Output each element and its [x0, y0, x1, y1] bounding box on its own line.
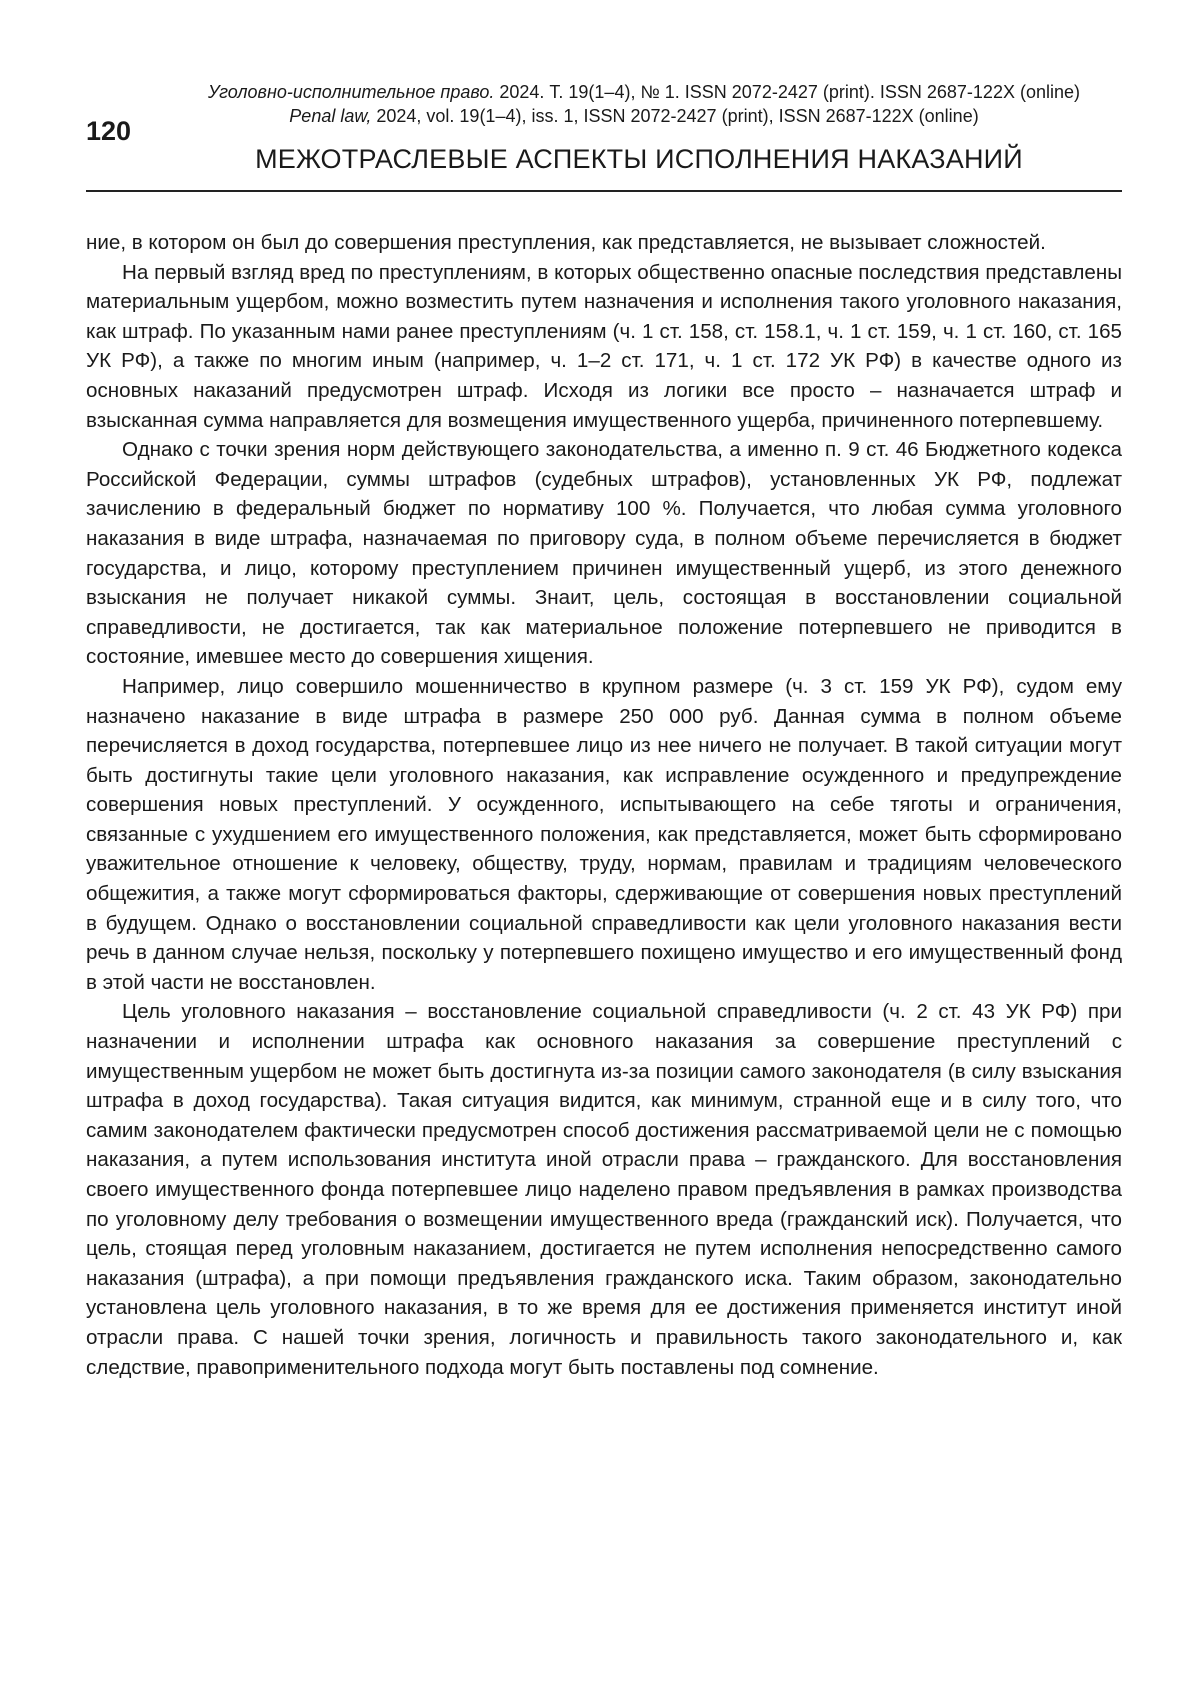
journal-details-ru: 2024. Т. 19(1–4), № 1. ISSN 2072-2427 (print). ISSN 2687-122X (online): [494, 82, 1080, 102]
header-divider: [86, 190, 1122, 192]
journal-citation-en: [86, 106, 1122, 127]
paragraph: Цель уголовного наказания – восстановление социальной справедливости (ч. 2 ст. 43 УК РФ) при назначении и исполнении штрафа как основного наказания за совершение преступлений с имущественным ущербом не может быть достигнута из-за позиции самого законодателя (в силу взыскания штрафа в доход государства). Такая ситуация видится, как минимум, странной еще и в силу того, что самим законодателем фактически предусмотрен способ достижения рассматриваемой цели не с помощью наказания, а путем использования института иной отрасли права – гражданского. Для восстановления своего имущественного фонда потерпевшее лицо наделено правом предъявления в рамках производства по уголовному делу требования о возмещении имущественного вреда (гражданский иск). Получается, что цель, стоящая перед уголовным наказанием, достигается не путем исполнения непосредственно самого наказания (штрафа), а при помощи предъявления гражданского иска. Таким образом, законодательно установлена цель уголовного наказания, в то же время для ее достижения применяется институт иной отрасли права. С нашей точки зрения, логичность и правильность такого законодательного и, как следствие, правоприменительного подхода могут быть поставлены под сомнение.: [86, 997, 1122, 1382]
journal-name-en: Penal law,: [289, 106, 371, 126]
page-number: 120: [86, 116, 131, 147]
journal-citation-ru: [86, 82, 1122, 103]
paragraph: На первый взгляд вред по преступлениям, в которых общественно опасные последствия представлены материальным ущербом, можно возместить путем назначения и исполнения такого уголовного наказания, как штраф. По указанным нами ранее преступлениям (ч. 1 ст. 158, ст. 158.1, ч. 1 ст. 159, ч. 1 ст. 160, ст. 165 УК РФ), а также по многим иным (например, ч. 1–2 ст. 171, ч. 1 ст. 172 УК РФ) в качестве одного из основных наказаний предусмотрен штраф. Исходя из логики все просто – назначается штраф и взысканная сумма направляется для возмещения имущественного ущерба, причиненного потерпевшему.: [86, 258, 1122, 436]
running-header: [86, 78, 1122, 196]
paragraph-continuation: ние, в котором он был до совершения преступления, как представляется, не вызывает сложностей.: [86, 228, 1122, 258]
paragraph: Однако с точки зрения норм действующего законодательства, а именно п. 9 ст. 46 Бюджетного кодекса Российской Федерации, суммы штрафов (судебных штрафов), установленных УК РФ, подлежат зачислению в федеральный бюджет по нормативу 100 %. Получается, что любая сумма уголовного наказания в виде штрафа, назначаемая по приговору суда, в полном объеме перечисляется в бюджет государства, и лицо, которому преступлением причинен имущественный ущерб, из этого денежного взыскания не получает никакой суммы. Знаит, цель, состоящая в восстановлении социальной справедливости, не достигается, так как материальное положение потерпевшего не приводится в состояние, имевшее место до совершения хищения.: [86, 435, 1122, 672]
journal-details-en: 2024, vol. 19(1–4), iss. 1, ISSN 2072-2427 (print), ISSN 2687-122X (online): [371, 106, 978, 126]
article-body: [86, 228, 1122, 1382]
journal-name-ru: Уголовно-исполнительное право.: [208, 82, 494, 102]
paragraph: Например, лицо совершило мошенничество в крупном размере (ч. 3 ст. 159 УК РФ), судом ему назначено наказание в виде штрафа в размере 250 000 руб. Данная сумма в полном объеме перечисляется в доход государства, потерпевшее лицо из нее ничего не получает. В такой ситуации могут быть достигнуты такие цели уголовного наказания, как исправление осужденного и предупреждение совершения новых преступлений. У осужденного, испытывающего на себе тяготы и ограничения, связанные с ухудшением его имущественного положения, как представляется, может быть сформировано уважительное отношение к человеку, обществу, труду, нормам, правилам и традициям человеческого общежития, а также могут сформироваться факторы, сдерживающие от совершения новых преступлений в будущем. Однако о восстановлении социальной справедливости как цели уголовного наказания вести речь в данном случае нельзя, поскольку у потерпевшего похищено имущество и его имущественный фонд в этой части не восстановлен.: [86, 672, 1122, 998]
section-title: МЕЖОТРАСЛЕВЫЕ АСПЕКТЫ ИСПОЛНЕНИЯ НАКАЗАНИЙ: [86, 144, 1122, 175]
